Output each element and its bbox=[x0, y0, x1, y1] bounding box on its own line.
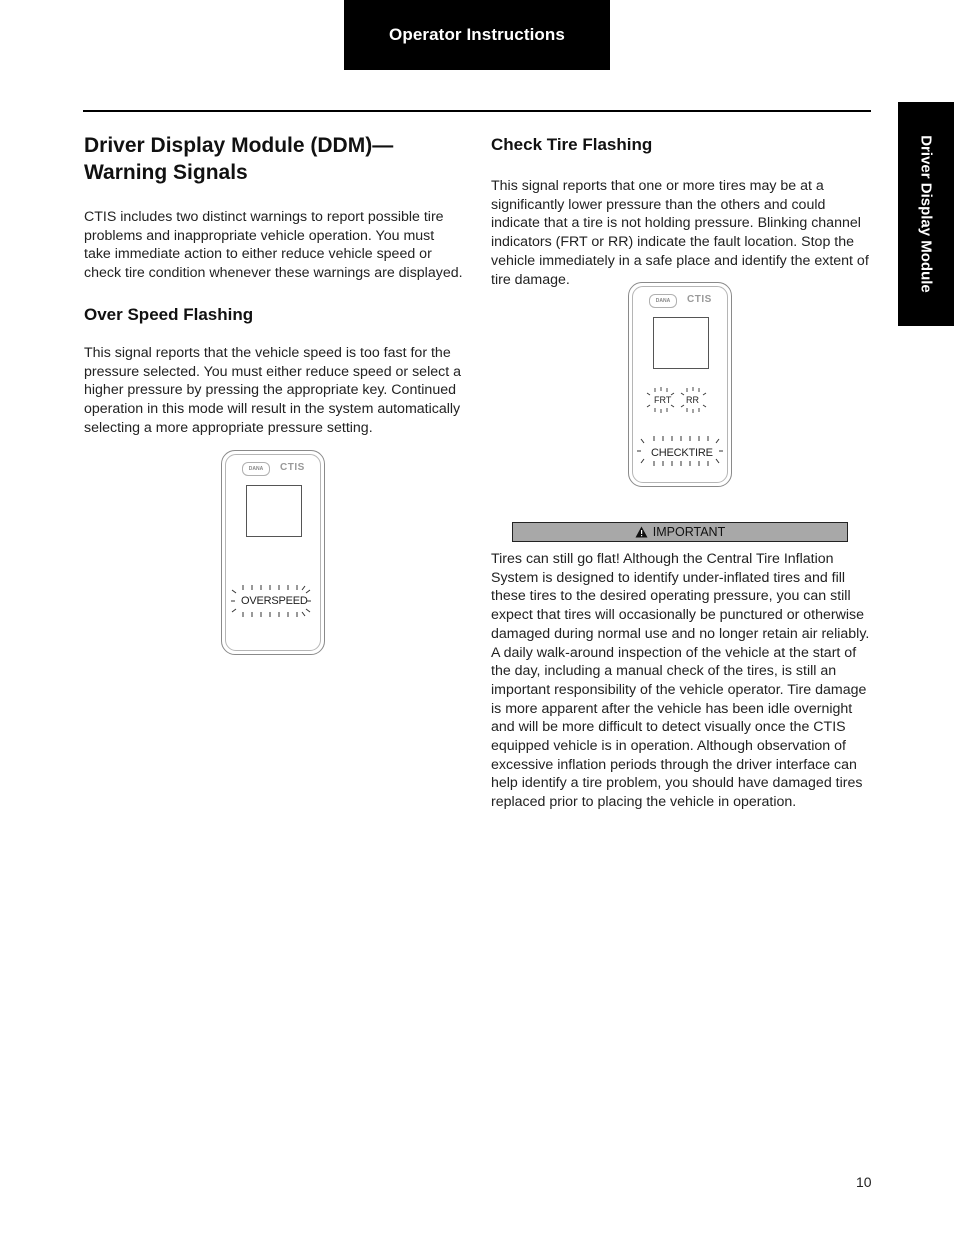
page-number: 10 bbox=[856, 1174, 872, 1190]
ctis-brand: CTIS bbox=[687, 294, 712, 305]
overspeed-indicator: OVERSPEED bbox=[241, 595, 308, 607]
page-title: Driver Display Module (DDM)—Warning Signals bbox=[84, 134, 394, 184]
left-column bbox=[84, 130, 464, 437]
check-tire-paragraph: This signal reports that one or more tires may be at a significantly lower pressure than the others and could indicate that a tire is not holding pressure. Blinking channel indicators (FRT or RR) indicate the fault location. Stop the vehicle immediately in a safe place and identify the extent of tire damage. bbox=[491, 178, 869, 288]
check-tire-heading: Check Tire Flashing bbox=[491, 135, 653, 154]
checktire-indicator: CHECKTIRE bbox=[651, 447, 713, 459]
important-banner bbox=[512, 522, 848, 542]
important-paragraph: Tires can still go flat! Although the Central Tire Inflation System is designed to identify under-inflated tires and fill these tires to the desired operating pressure, you can still expect that tires will occasionally be punctured or otherwise damaged during normal use and no longer retain air reliably. A daily walk-around inspection of the vehicle at the start of the day, including a manual check of the tires, is still an important responsibility of the vehicle operator. Tire damage is more apparent after the vehicle has been idle overnight and will be more difficult to detect visually once the CTIS equipped vehicle is in operation. Although observation of excessive inflation periods through the driver interface can help identify a tire problem, you should have damaged tires replaced prior to placing the vehicle in operation. bbox=[491, 551, 870, 811]
dana-logo: DANA bbox=[649, 294, 677, 308]
warning-icon bbox=[635, 526, 648, 538]
dana-logo: DANA bbox=[242, 462, 270, 476]
side-tab bbox=[898, 102, 954, 326]
important-label: IMPORTANT bbox=[652, 525, 726, 539]
over-speed-heading: Over Speed Flashing bbox=[84, 304, 254, 324]
side-tab-label: Driver Display Module bbox=[917, 135, 935, 293]
ddm-bezel bbox=[225, 454, 321, 651]
section-header-tab bbox=[344, 0, 610, 70]
frt-indicator: FRT bbox=[654, 395, 672, 405]
ddm-screen bbox=[246, 485, 302, 537]
intro-paragraph: CTIS includes two distinct warnings to report possible tire problems and inappropriate vehicle operation. You must take immediate action to either reduce vehicle speed or check tire condition whenever these warnings are displayed. bbox=[84, 209, 463, 282]
ddm-checktire-figure bbox=[628, 282, 732, 487]
ddm-screen bbox=[653, 317, 709, 369]
ddm-overspeed-figure bbox=[221, 450, 325, 655]
ctis-brand: CTIS bbox=[280, 462, 305, 473]
rr-indicator: RR bbox=[686, 395, 699, 405]
section-title: Operator Instructions bbox=[389, 25, 565, 44]
header-rule bbox=[83, 110, 871, 112]
over-speed-paragraph: This signal reports that the vehicle speed is too fast for the pressure selected. You must either reduce speed or select a higher pressure by pressing the appropriate key. Continued operation in this mode will result in the system automatically selecting a more appropriate pressure setting. bbox=[84, 344, 461, 436]
right-column bbox=[491, 130, 871, 289]
